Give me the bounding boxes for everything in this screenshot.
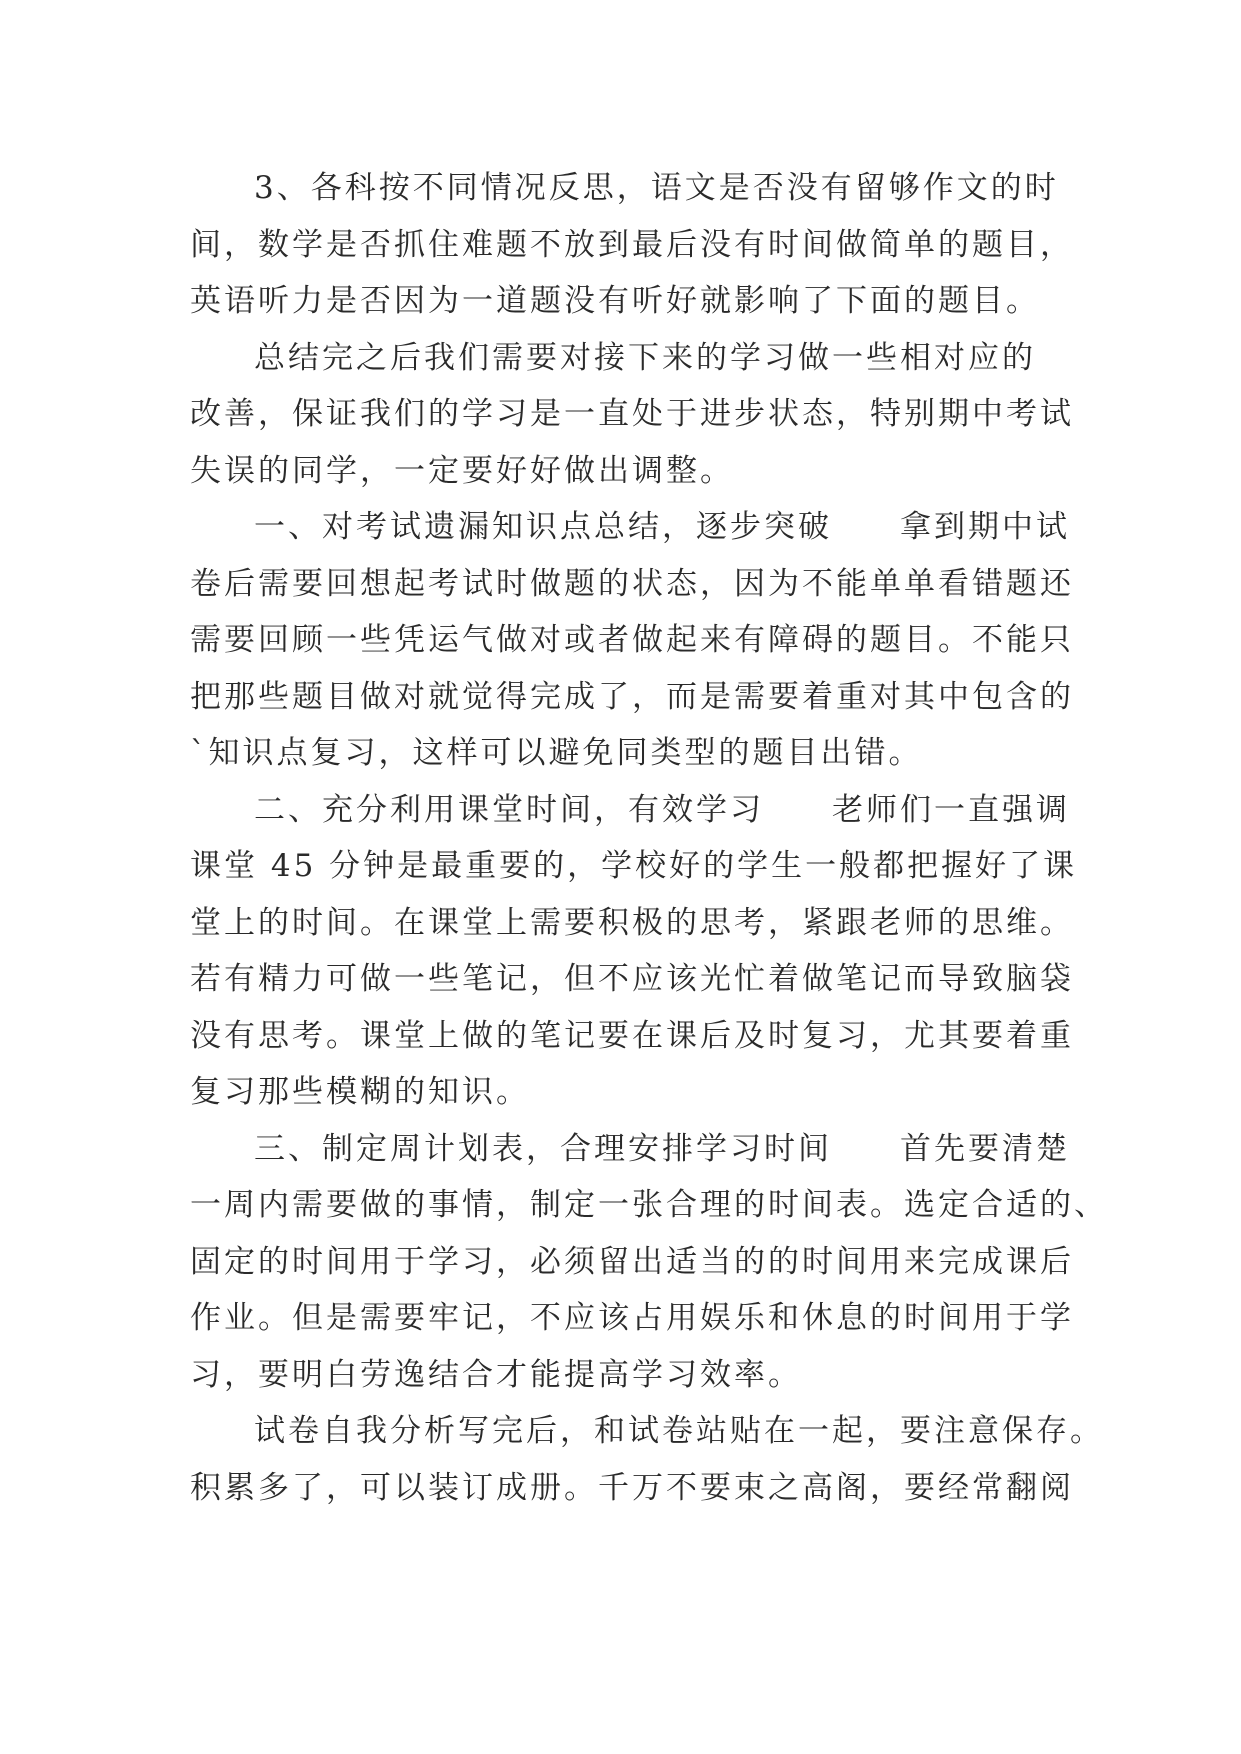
- text-line: 堂上的时间。在课堂上需要积极的思考，紧跟老师的思维。: [190, 904, 1074, 941]
- text-line: 若有精力可做一些笔记，但不应该光忙着做笔记而导致脑袋: [190, 961, 1074, 997]
- text-line: 二、充分利用课堂时间，有效学习 老师们一直强调: [254, 791, 1070, 828]
- text-line: 失误的同学，一定要好好做出调整。: [190, 452, 734, 489]
- document-body: [190, 160, 1108, 1516]
- text-line: 复习那些模糊的知识。: [190, 1074, 530, 1110]
- text-line: 卷后需要回想起考试时做题的状态，因为不能单单看错题还: [190, 565, 1074, 602]
- text-line: 总结完之后我们需要对接下来的学习做一些相对应的: [254, 339, 1036, 376]
- text-line: 改善，保证我们的学习是一直处于进步状态，特别期中考试: [190, 396, 1074, 432]
- text-line: 需要回顾一些凭运气做对或者做起来有障碍的题目。不能只: [190, 622, 1074, 658]
- text-line: 作业。但是需要牢记，不应该占用娱乐和休息的时间用于学: [190, 1300, 1074, 1336]
- text-line: 三、制定周计划表，合理安排学习时间 首先要清楚: [254, 1130, 1070, 1167]
- text-line: 没有思考。课堂上做的笔记要在课后及时复习，尤其要着重: [190, 1017, 1074, 1054]
- text-line: `知识点复习，这样可以避免同类型的题目出错。: [190, 735, 923, 771]
- text-line: 把那些题目做对就觉得完成了，而是需要着重对其中包含的: [190, 678, 1074, 715]
- text-line: 课堂 45 分钟是最重要的，学校好的学生一般都把握好了课: [190, 848, 1078, 884]
- text-line: 一、对考试遗漏知识点总结，逐步突破 拿到期中试: [254, 509, 1070, 545]
- text-line: 试卷自我分析写完后，和试卷站贴在一起，要注意保存。: [254, 1413, 1104, 1449]
- text-line: 英语听力是否因为一道题没有听好就影响了下面的题目。: [190, 283, 1040, 319]
- text-line: 固定的时间用于学习，必须留出适当的的时间用来完成课后: [190, 1243, 1074, 1280]
- text-line: 间，数学是否抓住难题不放到最后没有时间做简单的题目，: [190, 226, 1074, 263]
- text-line: 3、各科按不同情况反思，语文是否没有留够作文的时: [254, 170, 1059, 206]
- text-line: 积累多了，可以装订成册。千万不要束之高阁，要经常翻阅: [190, 1469, 1074, 1506]
- text-line: 习，要明白劳逸结合才能提高学习效率。: [190, 1356, 802, 1393]
- text-line: 一周内需要做的事情，制定一张合理的时间表。选定合适的、: [190, 1187, 1108, 1223]
